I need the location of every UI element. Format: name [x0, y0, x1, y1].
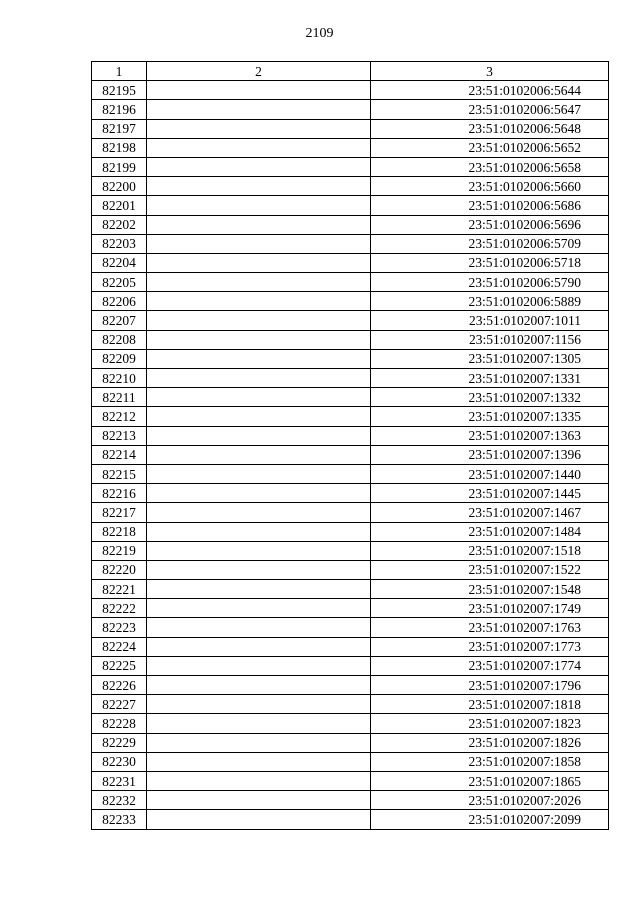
row-number-cell: 82228 [92, 714, 147, 733]
cadastral-number-cell: 23:51:0102006:5652 [371, 138, 609, 157]
cadastral-number-cell: 23:51:0102007:1763 [371, 618, 609, 637]
table-row [92, 349, 609, 368]
table-row [92, 695, 609, 714]
cadastral-number-cell: 23:51:0102007:1858 [371, 752, 609, 771]
row-number-cell: 82213 [92, 426, 147, 445]
cadastral-number-cell: 23:51:0102007:1548 [371, 580, 609, 599]
empty-cell [147, 157, 371, 176]
cadastral-number-cell: 23:51:0102007:1826 [371, 733, 609, 752]
row-number-cell: 82203 [92, 234, 147, 253]
table-row [92, 100, 609, 119]
empty-cell [147, 752, 371, 771]
row-number-cell: 82200 [92, 177, 147, 196]
empty-cell [147, 349, 371, 368]
cadastral-number-cell: 23:51:0102006:5718 [371, 253, 609, 272]
table-row [92, 637, 609, 656]
row-number-cell: 82231 [92, 771, 147, 790]
cadastral-number-cell: 23:51:0102007:1156 [371, 330, 609, 349]
cadastral-number-cell: 23:51:0102007:2099 [371, 810, 609, 829]
row-number-cell: 82230 [92, 752, 147, 771]
table-row [92, 676, 609, 695]
empty-cell [147, 311, 371, 330]
row-number-cell: 82204 [92, 253, 147, 272]
empty-cell [147, 676, 371, 695]
row-number-cell: 82212 [92, 407, 147, 426]
cadastral-number-cell: 23:51:0102007:1363 [371, 426, 609, 445]
row-number-cell: 82229 [92, 733, 147, 752]
cadastral-number-cell: 23:51:0102006:5889 [371, 292, 609, 311]
table-row [92, 599, 609, 618]
cadastral-number-cell: 23:51:0102007:1396 [371, 445, 609, 464]
cadastral-number-cell: 23:51:0102006:5709 [371, 234, 609, 253]
cadastral-number-cell: 23:51:0102007:1445 [371, 484, 609, 503]
cadastral-number-cell: 23:51:0102006:5647 [371, 100, 609, 119]
cadastral-number-cell: 23:51:0102007:1773 [371, 637, 609, 656]
table-row [92, 541, 609, 560]
table-row [92, 407, 609, 426]
empty-cell [147, 733, 371, 752]
table-header [92, 62, 609, 81]
cadastral-number-cell: 23:51:0102007:2026 [371, 791, 609, 810]
cadastral-number-cell: 23:51:0102006:5648 [371, 119, 609, 138]
row-number-cell: 82219 [92, 541, 147, 560]
row-number-cell: 82232 [92, 791, 147, 810]
table-row [92, 388, 609, 407]
table-row [92, 656, 609, 675]
row-number-cell: 82221 [92, 580, 147, 599]
registry-table [91, 61, 609, 830]
row-number-cell: 82205 [92, 273, 147, 292]
row-number-cell: 82211 [92, 388, 147, 407]
table-row [92, 196, 609, 215]
column-header-2: 2 [147, 62, 371, 81]
table-row [92, 810, 609, 829]
empty-cell [147, 138, 371, 157]
empty-cell [147, 522, 371, 541]
row-number-cell: 82224 [92, 637, 147, 656]
cadastral-number-cell: 23:51:0102007:1440 [371, 464, 609, 483]
cadastral-number-cell: 23:51:0102007:1467 [371, 503, 609, 522]
column-header-1: 1 [92, 62, 147, 81]
row-number-cell: 82198 [92, 138, 147, 157]
empty-cell [147, 771, 371, 790]
table-row [92, 791, 609, 810]
table-row [92, 618, 609, 637]
cadastral-number-cell: 23:51:0102007:1774 [371, 656, 609, 675]
table-row [92, 234, 609, 253]
row-number-cell: 82226 [92, 676, 147, 695]
row-number-cell: 82216 [92, 484, 147, 503]
cadastral-number-cell: 23:51:0102007:1749 [371, 599, 609, 618]
table-row [92, 464, 609, 483]
empty-cell [147, 81, 371, 100]
empty-cell [147, 253, 371, 272]
table-row [92, 445, 609, 464]
empty-cell [147, 426, 371, 445]
table-row [92, 177, 609, 196]
table-row [92, 369, 609, 388]
row-number-cell: 82223 [92, 618, 147, 637]
cadastral-number-cell: 23:51:0102006:5658 [371, 157, 609, 176]
empty-cell [147, 695, 371, 714]
row-number-cell: 82196 [92, 100, 147, 119]
empty-cell [147, 503, 371, 522]
row-number-cell: 82218 [92, 522, 147, 541]
row-number-cell: 82201 [92, 196, 147, 215]
table-row [92, 484, 609, 503]
table-row [92, 311, 609, 330]
cadastral-number-cell: 23:51:0102007:1518 [371, 541, 609, 560]
row-number-cell: 82197 [92, 119, 147, 138]
row-number-cell: 82227 [92, 695, 147, 714]
table-row [92, 560, 609, 579]
table-row [92, 215, 609, 234]
cadastral-number-cell: 23:51:0102007:1522 [371, 560, 609, 579]
table-row [92, 292, 609, 311]
cadastral-number-cell: 23:51:0102006:5696 [371, 215, 609, 234]
empty-cell [147, 618, 371, 637]
table-row [92, 330, 609, 349]
cadastral-number-cell: 23:51:0102007:1335 [371, 407, 609, 426]
row-number-cell: 82208 [92, 330, 147, 349]
empty-cell [147, 330, 371, 349]
table-row [92, 714, 609, 733]
empty-cell [147, 369, 371, 388]
cadastral-number-cell: 23:51:0102007:1305 [371, 349, 609, 368]
table-row [92, 81, 609, 100]
empty-cell [147, 177, 371, 196]
row-number-cell: 82215 [92, 464, 147, 483]
table-row [92, 426, 609, 445]
empty-cell [147, 196, 371, 215]
empty-cell [147, 292, 371, 311]
empty-cell [147, 484, 371, 503]
empty-cell [147, 119, 371, 138]
cadastral-number-cell: 23:51:0102006:5660 [371, 177, 609, 196]
empty-cell [147, 637, 371, 656]
empty-cell [147, 445, 371, 464]
cadastral-number-cell: 23:51:0102007:1331 [371, 369, 609, 388]
cadastral-number-cell: 23:51:0102006:5686 [371, 196, 609, 215]
row-number-cell: 82202 [92, 215, 147, 234]
empty-cell [147, 464, 371, 483]
row-number-cell: 82195 [92, 81, 147, 100]
table-row [92, 771, 609, 790]
table-row [92, 522, 609, 541]
row-number-cell: 82225 [92, 656, 147, 675]
row-number-cell: 82233 [92, 810, 147, 829]
row-number-cell: 82220 [92, 560, 147, 579]
table-row [92, 119, 609, 138]
cadastral-number-cell: 23:51:0102006:5644 [371, 81, 609, 100]
table-row [92, 752, 609, 771]
cadastral-number-cell: 23:51:0102007:1484 [371, 522, 609, 541]
empty-cell [147, 714, 371, 733]
table-row [92, 580, 609, 599]
table-row [92, 503, 609, 522]
table-row [92, 733, 609, 752]
page-number: 2109 [305, 26, 334, 41]
row-number-cell: 82222 [92, 599, 147, 618]
cadastral-number-cell: 23:51:0102007:1865 [371, 771, 609, 790]
row-number-cell: 82210 [92, 369, 147, 388]
table-row [92, 273, 609, 292]
empty-cell [147, 388, 371, 407]
row-number-cell: 82206 [92, 292, 147, 311]
cadastral-number-cell: 23:51:0102007:1011 [371, 311, 609, 330]
header-row [92, 62, 609, 81]
empty-cell [147, 560, 371, 579]
empty-cell [147, 215, 371, 234]
row-number-cell: 82207 [92, 311, 147, 330]
empty-cell [147, 791, 371, 810]
row-number-cell: 82217 [92, 503, 147, 522]
table-body [92, 81, 609, 829]
empty-cell [147, 100, 371, 119]
table-row [92, 138, 609, 157]
empty-cell [147, 810, 371, 829]
empty-cell [147, 273, 371, 292]
cadastral-number-cell: 23:51:0102006:5790 [371, 273, 609, 292]
cadastral-number-cell: 23:51:0102007:1332 [371, 388, 609, 407]
table-row [92, 157, 609, 176]
cadastral-number-cell: 23:51:0102007:1818 [371, 695, 609, 714]
row-number-cell: 82214 [92, 445, 147, 464]
empty-cell [147, 234, 371, 253]
row-number-cell: 82199 [92, 157, 147, 176]
empty-cell [147, 541, 371, 560]
column-header-3: 3 [371, 62, 609, 81]
table-row [92, 253, 609, 272]
row-number-cell: 82209 [92, 349, 147, 368]
empty-cell [147, 599, 371, 618]
empty-cell [147, 580, 371, 599]
cadastral-number-cell: 23:51:0102007:1796 [371, 676, 609, 695]
empty-cell [147, 656, 371, 675]
cadastral-number-cell: 23:51:0102007:1823 [371, 714, 609, 733]
empty-cell [147, 407, 371, 426]
